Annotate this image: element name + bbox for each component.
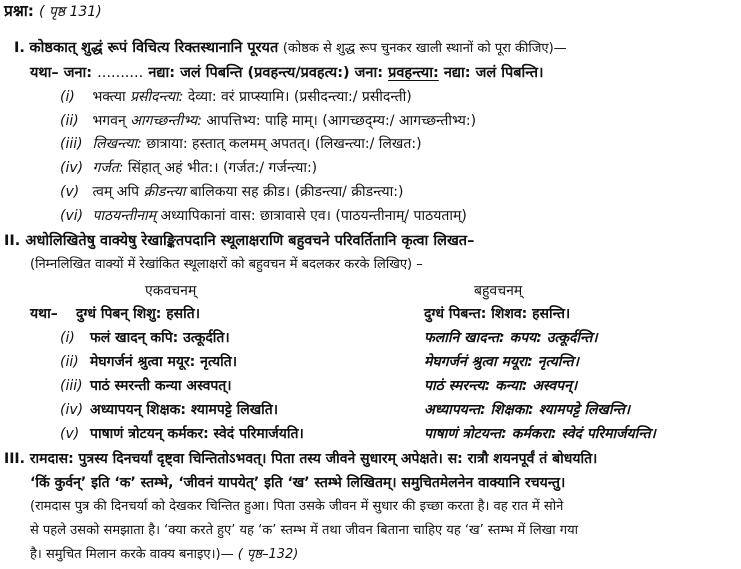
section-1-instruction: [14, 41, 567, 56]
table-row: (iii) पाठं स्मरन्ती कन्या अस्वपत्।: [60, 378, 232, 394]
column-header-plural: बहुवचनम्: [474, 283, 523, 299]
item-answer: लिखन्त्या:: [92, 136, 142, 152]
section-3-page-ref: ( पृष्ठ–132): [237, 547, 299, 562]
singular-sentence: दुग्धं पिबन् शिशु: हसति।: [76, 306, 201, 322]
singular-sentence: पाषाणं त्रोटयन् कर्मकर: स्वेदं परिमार्जयति।: [90, 426, 304, 442]
table-row: (v) पाषाणं त्रोटयन् कर्मकर: स्वेदं परिमार्जयति।: [60, 426, 304, 442]
section-1-item: (iii) लिखन्त्या: छात्राया: हस्तात् कलमम् अपतत्। (लिखन्त्या:/ लिखत:): [60, 136, 422, 152]
heading-title: प्रश्ना:: [4, 2, 34, 20]
section-3-line: से पहले उसको समझाता है। ‘क्या करते हुए’ यह ‘क’ स्तम्भ में तथा जीवन बिताना चाहिए यह ‘ख’ स्तम्भ में लिखा गया: [30, 523, 578, 538]
section-1-item: (iv) गर्जत: सिंहात् अहं भीत:। (गर्जत:/ गर्जन्त्या:): [60, 160, 318, 176]
section-3-line: ‘किं कुर्वन्’ इति ‘क’ स्तम्भे, ‘जीवनं यापयेत्’ इति ‘ख’ स्तम्भे लिखितम्। समुचितमेलनेन वाक्यानि रचयन्तु।: [30, 475, 566, 491]
page-heading: [4, 4, 102, 20]
section-3-line: III. रामदास: पुत्रस्य दिनचर्यां दृष्ट्वा चिन्तितोऽभवत्। पिता तस्य जीवने सुधारम् अपेक्षते। स: रात्रौ शयनपूर्वं तं बोधयति।: [4, 451, 598, 467]
section-3-line: (रामदास पुत्र की दिनचर्या को देखकर चिन्तित हुआ। पिता उसके जीवन में सुधार की इच्छा करता है। वह रात में सोने: [30, 499, 564, 514]
plural-sentence: फलानि खादन्त: कपय: उत्कूर्दन्ति।: [424, 330, 598, 346]
plural-sentence: पाषाणं त्रोटयन्त: कर्मकरा: स्वेदं परिमार्जयन्ति।: [424, 426, 656, 442]
singular-sentence: अध्यापयन् शिक्षक: श्यामपट्टे लिखति।: [90, 402, 279, 418]
example-label: यथा– जना:: [30, 65, 93, 81]
example-tail: नद्या: जलं पिबन्ति।: [443, 65, 544, 81]
item-answer: पाठयन्तीनाम्: [92, 208, 156, 224]
table-row: (i) फलं खादन् कपि: उत्कूर्दति।: [60, 330, 230, 346]
item-answer: गर्जत:: [92, 160, 124, 176]
table-row: (iv) अध्यापयन् शिक्षक: श्यामपट्टे लिखति।: [60, 402, 279, 418]
table-row: (ii) मेघगर्जनं श्रुत्वा मयूर: नृत्यति।: [60, 354, 238, 370]
table-row: यथा– दुग्धं पिबन् शिशु: हसति।: [30, 306, 201, 322]
item-answer: आगच्छन्तीभ्य:: [130, 113, 202, 129]
section-2-text: अधोलिखितेषु वाक्येषु रेखाङ्कितपदानि स्थूलाक्षराणि बहुवचने परिवर्तितानि कृत्वा लिखत–: [25, 233, 475, 249]
section-1-text: कोष्ठकात् शुद्धं रूपं विचित्य रिक्तस्थानानि पूरयत: [29, 40, 279, 56]
plural-sentence: मेघगर्जनं श्रुत्वा मयूरा: नृत्यन्ति।: [424, 354, 579, 370]
plural-sentence: पाठं स्मरन्त्य: कन्या: अस्वपन्।: [424, 378, 578, 394]
item-answer: प्रसीदन्त्या:: [130, 89, 184, 105]
section-1-item: (vi) पाठयन्तीनाम् अध्यापिकानां वास: छात्रावासे एव। (पाठयन्तीनाम्/ पाठयताम्): [60, 208, 467, 224]
section-1-item: (ii) भगवन् आगच्छन्तीभ्य: आपत्तिभ्य: पाहि माम्। (आगच्छद्म्य:/ आगच्छन्तीभ्य:): [60, 113, 477, 129]
singular-sentence: मेघगर्जनं श्रुत्वा मयूर: नृत्यति।: [90, 354, 238, 370]
section-1-item: (i) भक्त्या प्रसीदन्त्या: देव्या: वरं प्राप्स्यामि। (प्रसीदन्त्या:/ प्रसीदन्ती): [60, 89, 412, 105]
example-blank: ..........: [97, 65, 144, 81]
section-1-item: (v) त्वम् अपि क्रीडन्त्या बालिकया सह क्रीड। (क्रीडन्त्या/ क्रीडन्त्या:): [60, 184, 404, 200]
example-answer: प्रवहन्त्या:: [388, 65, 439, 81]
item-answer: क्रीडन्त्या: [143, 184, 186, 200]
column-header-singular: एकवचनम्: [145, 283, 197, 299]
section-1-number: I.: [14, 40, 25, 56]
heading-page-ref: ( पृष्ठ 131): [38, 4, 102, 20]
plural-sentence: अध्यापयन्त: शिक्षका: श्यामपट्टे लिखन्ति।: [424, 402, 631, 418]
section-2-hindi: (निम्नलिखित वाक्यों में रेखांकित स्थूलाक्षरों को बहुवचन में बदलकर करके लिखिए) –: [30, 257, 423, 272]
section-2-instruction: [4, 234, 474, 249]
section-1-hindi: (कोष्ठक से शुद्ध रूप चुनकर खाली स्थानों को पूरा कीजिए)—: [282, 41, 567, 56]
singular-sentence: पाठं स्मरन्ती कन्या अस्वपत्।: [90, 378, 232, 394]
example-text: नद्या: जलं पिबन्ति (प्रवहन्त्य/प्रवहत्य:) जना:: [148, 65, 384, 81]
section-3-number: III.: [4, 451, 25, 467]
singular-sentence: फलं खादन् कपि: उत्कूर्दति।: [90, 330, 230, 346]
section-3-line: है। समुचित मिलान करके वाक्य बनाइए।)— ( पृष्ठ–132): [30, 547, 299, 562]
section-2-number: II.: [4, 233, 21, 249]
section-1-example: [30, 66, 544, 81]
plural-sentence: दुग्धं पिबन्त: शिशव: हसन्ति।: [424, 306, 571, 322]
